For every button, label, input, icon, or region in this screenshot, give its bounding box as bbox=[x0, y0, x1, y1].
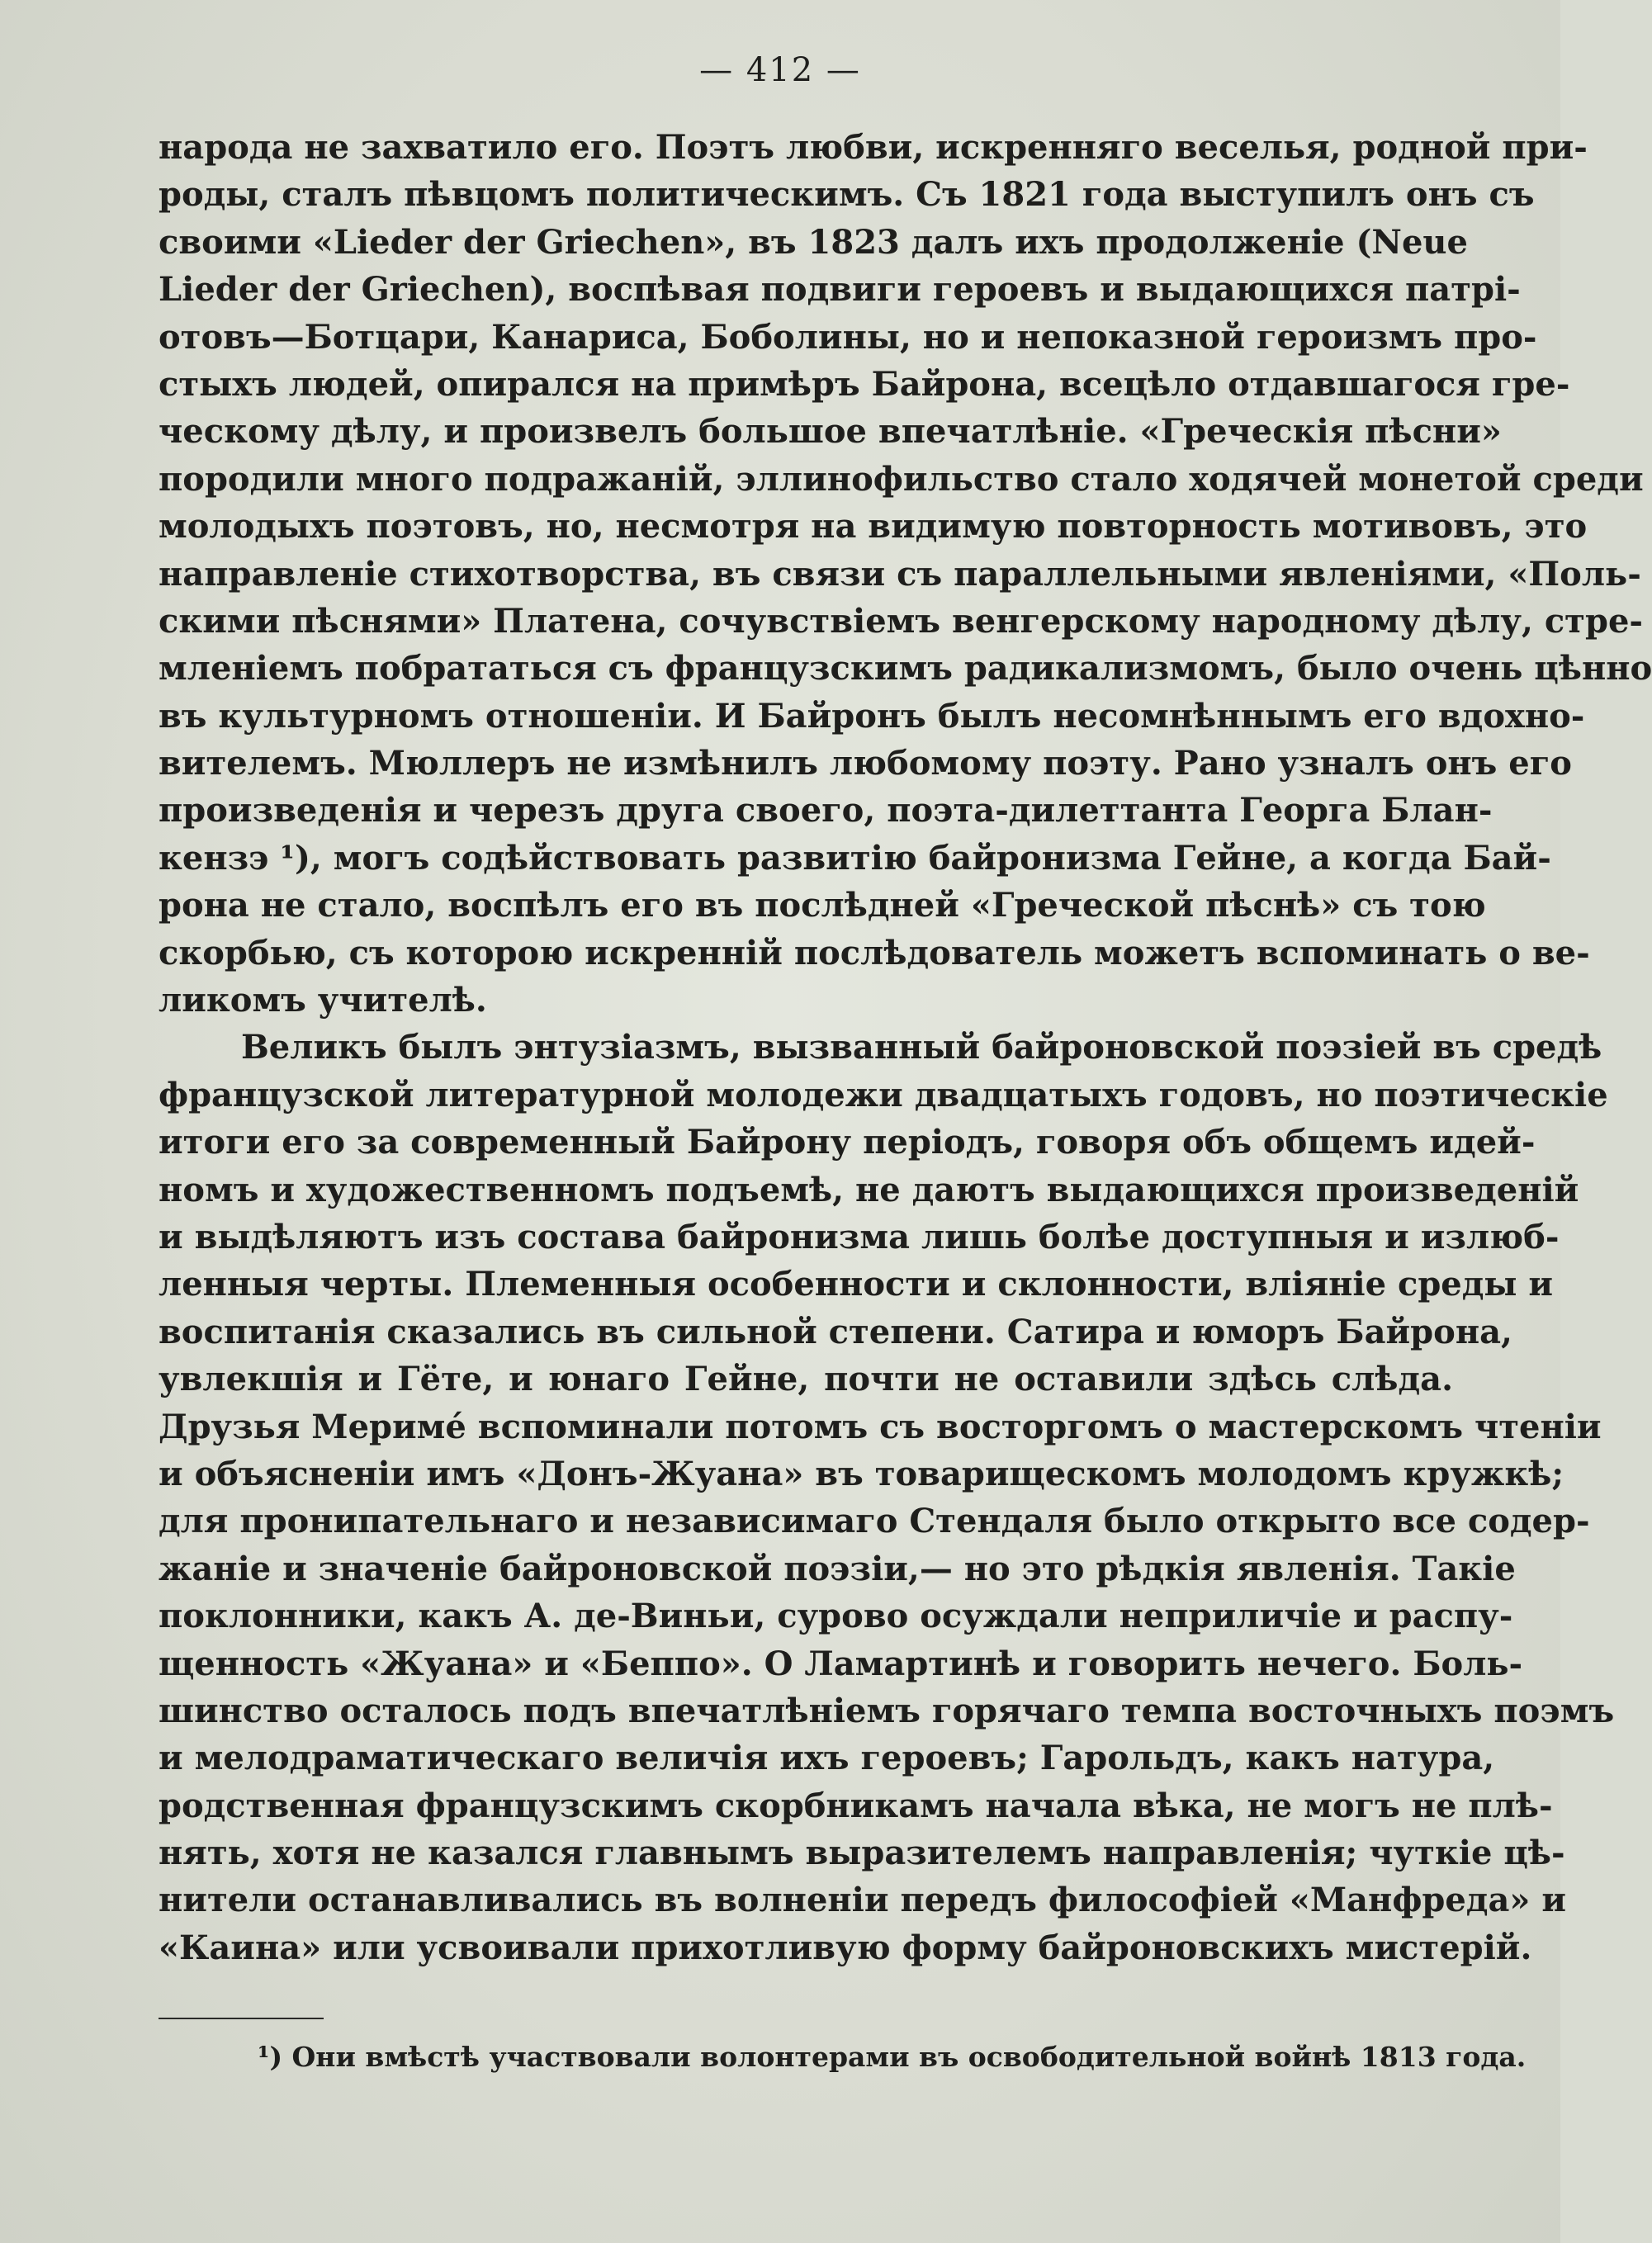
text-line: кензэ ¹), могъ содѣйствовать развитію байронизма Гейне, а когда Бай- bbox=[159, 838, 1551, 878]
text-line: народа не захватило его. Поэтъ любви, искренняго веселья, родной при- bbox=[159, 128, 1588, 167]
text-line: скими пѣснями» Платена, сочувствіемъ венгерскому народному дѣлу, стре- bbox=[159, 601, 1643, 641]
text-line: въ культурномъ отношеніи. И Байронъ былъ несомнѣннымъ его вдохно- bbox=[159, 696, 1585, 736]
text-line: стыхъ людей, опирался на примѣръ Байрона, всецѣло отдавшагося гре- bbox=[159, 364, 1570, 404]
text-line: молодыхъ поэтовъ, но, несмотря на видимую повторность мотивовъ, это bbox=[159, 507, 1588, 547]
text-line: породили много подражаній, эллинофильство стало ходячей монетой среди bbox=[159, 459, 1644, 499]
text-line: отовъ—Ботцари, Канариса, Боболины, но и непоказной героизмъ про- bbox=[159, 317, 1537, 357]
text-line: своими «Lieder der Griechen», въ 1823 далъ ихъ продолженіе (Neue bbox=[159, 222, 1468, 262]
text-line: роды, сталъ пѣвцомъ политическимъ. Съ 1821 года выступилъ онъ съ bbox=[159, 175, 1535, 215]
footnote-divider bbox=[159, 2018, 324, 2019]
text-line: Друзья Меримé вспоминали потомъ съ восторгомъ о мастерскомъ чтеніи bbox=[159, 1407, 1602, 1446]
paragraph-1 bbox=[159, 124, 1652, 1024]
text-line: воспитанія сказались въ сильной степени. Сатира и юморъ Байрона, bbox=[159, 1312, 1512, 1351]
footnote: ¹) Они вмѣстѣ участвовали волонтерами въ освободительной войнѣ 1813 года. bbox=[258, 2041, 1527, 2073]
text-line: щенность «Жуана» и «Беппо». О Ламартинѣ и говорить нечего. Боль- bbox=[159, 1644, 1523, 1683]
page-number: — 412 — bbox=[699, 51, 861, 89]
text-line: ческому дѣлу, и произвелъ большое впечатлѣніе. «Греческія пѣсни» bbox=[159, 412, 1502, 452]
text-line: и объясненіи имъ «Донъ-Жуана» въ товарищескомъ молодомъ кружкѣ; bbox=[159, 1454, 1564, 1493]
text-line: нители останавливались въ волненіи передъ философіей «Манфреда» и bbox=[159, 1881, 1566, 1920]
text-line: рона не стало, воспѣлъ его въ послѣдней «Греческой пѣснѣ» съ тою bbox=[159, 886, 1486, 925]
text-line: Великъ былъ энтузіазмъ, вызванный байроновской поэзіей въ средѣ bbox=[241, 1028, 1602, 1067]
text-line: и мелодраматическаго величія ихъ героевъ; Гарольдъ, какъ натура, bbox=[159, 1739, 1495, 1778]
text-line: направленіе стихотворства, въ связи съ параллельными явленіями, «Поль- bbox=[159, 554, 1641, 594]
text-line: поклонники, какъ А. де-Виньи, сурово осуждали неприличіе и распу- bbox=[159, 1597, 1513, 1636]
text-line: увлекшія и Гёте, и юнаго Гейне, почти не оставили здѣсь слѣда. bbox=[159, 1360, 1453, 1399]
text-line: французской литературной молодежи двадцатыхъ годовъ, но поэтическіе bbox=[159, 1075, 1608, 1114]
text-line: Lieder der Griechen), воспѣвая подвиги героевъ и выдающихся патрі- bbox=[159, 270, 1521, 310]
text-line: родственная французскимъ скорбникамъ начала вѣка, не могъ не плѣ- bbox=[159, 1786, 1553, 1825]
text-line: скорбью, съ которою искренній послѣдователь можетъ вспоминать о ве- bbox=[159, 933, 1590, 972]
text-line: ленныя черты. Племенныя особенности и склонности, вліяніе среды и bbox=[159, 1265, 1554, 1304]
text-line: и выдѣляютъ изъ состава байронизма лишь болѣе доступныя и излюб- bbox=[159, 1217, 1560, 1256]
paragraph-2 bbox=[159, 1024, 1615, 1971]
text-line: «Каина» или усвоивали прихотливую форму байроновскихъ мистерій. bbox=[159, 1928, 1532, 1967]
text-line: итоги его за современный Байрону періодъ, говоря объ общемъ идей- bbox=[159, 1123, 1536, 1162]
text-line: жаніе и значеніе байроновской поэзіи,— но это рѣдкія явленія. Такіе bbox=[159, 1549, 1516, 1588]
text-line: шинство осталось подъ впечатлѣніемъ горячаго темпа восточныхъ поэмъ bbox=[159, 1691, 1615, 1730]
body-text bbox=[159, 124, 1652, 1971]
text-line: для пронипательнаго и независимаго Стендаля было открыто все содер- bbox=[159, 1502, 1590, 1541]
text-line: нять, хотя не казался главнымъ выразителемъ направленія; чуткіе цѣ- bbox=[159, 1834, 1565, 1873]
text-line: вителемъ. Мюллеръ не измѣнилъ любомому поэту. Рано узналъ онъ его bbox=[159, 744, 1572, 783]
text-line: произведенія и черезъ друга своего, поэта-дилеттанта Георга Блан- bbox=[159, 791, 1493, 830]
text-line: номъ и художественномъ подъемѣ, не даютъ выдающихся произведеній bbox=[159, 1170, 1579, 1209]
text-line: мленіемъ побрататься съ французскимъ радикализмомъ, было очень цѣнно bbox=[159, 649, 1652, 689]
text-line: ликомъ учителѣ. bbox=[159, 981, 487, 1020]
